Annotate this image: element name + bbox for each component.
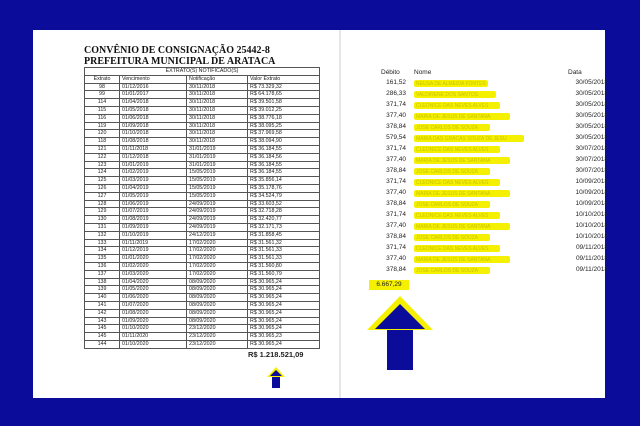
table-row (85, 286, 320, 294)
debit-row (368, 199, 608, 210)
cell-value: R$ 38.095,25 (248, 122, 320, 130)
cell-extract: 134 (85, 247, 120, 255)
cell-notification: 30/11/2018 (187, 114, 248, 122)
header-name: Nome (414, 69, 432, 76)
table-row (85, 192, 320, 200)
cell-due-date: 01/02/2020 (120, 262, 187, 270)
redacted-name-text: MARIA DAS GRACAS SOUZA DE JESU (416, 136, 507, 142)
cell-extract: 143 (85, 317, 120, 325)
cell-extract: 144 (85, 340, 120, 348)
cell-value: R$ 64.178,65 (248, 91, 320, 99)
table-row (85, 262, 320, 270)
redacted-name-text: CLEONICE DAS NEVES ALVES (416, 213, 489, 219)
cell-extract: 133 (85, 239, 120, 247)
cell-extract: 121 (85, 145, 120, 153)
cell-value: R$ 30.965,24 (248, 286, 320, 294)
debit-date: 30/05/2018 (575, 123, 608, 130)
cell-notification: 31/01/2019 (187, 145, 248, 153)
cell-value: R$ 30.965,24 (248, 325, 320, 333)
debit-row (368, 210, 608, 221)
cell-due-date: 01/05/2020 (120, 286, 187, 294)
redacted-name-text: MARIA DE JESUS DE SANTANA (416, 257, 491, 263)
small-up-arrow-icon (266, 366, 286, 388)
cell-extract: 120 (85, 130, 120, 138)
table-row (85, 177, 320, 185)
cell-value: R$ 30.965,24 (248, 278, 320, 286)
cell-notification: 30/11/2018 (187, 91, 248, 99)
debit-row (368, 111, 608, 122)
cell-notification: 15/05/2019 (187, 169, 248, 177)
debit-value: 371,74 (386, 178, 406, 185)
cell-extract: 125 (85, 177, 120, 185)
debit-row (368, 232, 608, 243)
cell-due-date: 01/02/2019 (120, 169, 187, 177)
redacted-name (414, 168, 490, 175)
extracts-table-body (85, 83, 320, 348)
table-row (85, 340, 320, 348)
debit-date: 30/05/2018 (575, 112, 608, 119)
redacted-name-text: CLEONICE DAS NEVES ALVES (416, 147, 489, 153)
debit-date: 10/09/2018 (575, 178, 608, 185)
cell-notification: 15/05/2019 (187, 177, 248, 185)
debit-row (368, 243, 608, 254)
cell-value: R$ 31.561,33 (248, 247, 320, 255)
table-row (85, 169, 320, 177)
redacted-name-text: MARIA DE JESUS DE SANTANA (416, 114, 491, 120)
table-row (85, 83, 320, 91)
cell-extract: 114 (85, 99, 120, 107)
cell-extract: 118 (85, 138, 120, 146)
cell-notification: 17/02/2020 (187, 239, 248, 247)
cell-extract: 98 (85, 83, 120, 91)
cell-due-date: 01/10/2018 (120, 130, 187, 138)
redacted-name-text: CLEONICE DAS NEVES ALVES (416, 180, 489, 186)
cell-notification: 08/09/2020 (187, 301, 248, 309)
debit-value: 161,52 (386, 79, 406, 86)
debit-date: 10/10/2018 (575, 211, 608, 218)
cell-notification: 15/05/2019 (187, 184, 248, 192)
debit-value: 377,40 (386, 189, 406, 196)
cell-extract: 116 (85, 114, 120, 122)
debit-value: 377,40 (386, 222, 406, 229)
cell-notification: 08/09/2020 (187, 286, 248, 294)
page-fold (339, 30, 341, 398)
table-row (85, 255, 320, 263)
cell-extract: 123 (85, 161, 120, 169)
debit-date: 09/11/2018 (575, 244, 608, 251)
cell-notification: 24/09/2019 (187, 223, 248, 231)
cell-due-date: 01/09/2019 (120, 223, 187, 231)
table-row (85, 270, 320, 278)
debit-date: 30/05/2018 (575, 79, 608, 86)
table-row (85, 223, 320, 231)
cell-value: R$ 34.524,79 (248, 192, 320, 200)
cell-notification: 24/09/2019 (187, 200, 248, 208)
cell-value: R$ 32.718,28 (248, 208, 320, 216)
redacted-name-text: CLEONICE DAS NEVES ALVES (416, 246, 489, 252)
cell-notification: 17/02/2020 (187, 255, 248, 263)
redacted-name (414, 80, 488, 87)
cell-value: R$ 30.965,24 (248, 340, 320, 348)
debit-value: 377,40 (386, 156, 406, 163)
cell-notification: 08/09/2020 (187, 278, 248, 286)
cell-due-date: 01/06/2019 (120, 200, 187, 208)
debit-date: 30/05/2018 (575, 90, 608, 97)
redacted-name-text: JOSE CARLOS DE SOUZA (416, 202, 478, 208)
cell-extract: 145 (85, 325, 120, 333)
cell-value: R$ 35.856,14 (248, 177, 320, 185)
redacted-name-text: MARIA DE JESUS DE SANTANA (416, 158, 491, 164)
cell-extract: 138 (85, 278, 120, 286)
debit-date: 10/10/2018 (575, 233, 608, 240)
cell-value: R$ 35.178,76 (248, 184, 320, 192)
cell-extract: 122 (85, 153, 120, 161)
cell-due-date: 01/05/2018 (120, 106, 187, 114)
redacted-name (414, 223, 510, 230)
cell-due-date: 01/12/2016 (120, 83, 187, 91)
cell-value: R$ 30.965,24 (248, 294, 320, 302)
cell-due-date: 01/07/2019 (120, 208, 187, 216)
debit-value: 286,33 (386, 90, 406, 97)
cell-notification: 23/12/2020 (187, 333, 248, 341)
redacted-name (414, 124, 490, 131)
table-row (85, 153, 320, 161)
col-header-notification: Notificação (187, 75, 248, 83)
extracts-table (84, 67, 320, 349)
header-date: Data (568, 69, 582, 76)
cell-due-date: 01/08/2019 (120, 216, 187, 224)
table-row (85, 309, 320, 317)
cell-extract: 140 (85, 294, 120, 302)
debit-value: 377,40 (386, 255, 406, 262)
cell-due-date: 01/04/2018 (120, 99, 187, 107)
cell-extract: 145 (85, 333, 120, 341)
debit-row (368, 89, 608, 100)
cell-extract: 130 (85, 216, 120, 224)
cell-extract: 136 (85, 262, 120, 270)
debit-row (368, 144, 608, 155)
cell-notification: 31/01/2019 (187, 153, 248, 161)
redacted-name-text: JOSE CARLOS DE SOUZA (416, 268, 478, 274)
redacted-name-text: VALDIRENE DOS SANTOS (416, 92, 479, 98)
debit-value: 378,84 (386, 200, 406, 207)
table-row (85, 333, 320, 341)
debit-row (368, 166, 608, 177)
debit-value: 371,74 (386, 211, 406, 218)
debit-value: 378,84 (386, 233, 406, 240)
cell-value: R$ 30.965,23 (248, 333, 320, 341)
debit-date: 10/09/2018 (575, 189, 608, 196)
debit-value: 378,84 (386, 167, 406, 174)
debit-date: 30/05/2018 (575, 101, 608, 108)
debit-date: 30/07/2018 (575, 156, 608, 163)
cell-due-date: 01/10/2020 (120, 340, 187, 348)
cell-extract: 126 (85, 184, 120, 192)
title-line-2: PREFEITURA MUNICIPAL DE ARATACA (84, 56, 276, 67)
debit-row (368, 122, 608, 133)
cell-notification: 24/09/2019 (187, 216, 248, 224)
cell-value: R$ 31.561,32 (248, 239, 320, 247)
redacted-name-text: NEUSA DE ALMEIDA FONTES (416, 81, 486, 87)
table-caption: EXTRATO(S) NOTIFICADO(S) (85, 68, 320, 76)
cell-value: R$ 32.420,77 (248, 216, 320, 224)
cell-notification: 08/09/2020 (187, 309, 248, 317)
cell-value: R$ 36.184,55 (248, 169, 320, 177)
table-row (85, 122, 320, 130)
table-row (85, 294, 320, 302)
cell-due-date: 01/03/2019 (120, 177, 187, 185)
cell-value: R$ 33.603,52 (248, 200, 320, 208)
redacted-name (414, 267, 490, 274)
redacted-name (414, 113, 510, 120)
table-row (85, 114, 320, 122)
cell-notification: 30/11/2018 (187, 99, 248, 107)
cell-notification: 30/11/2018 (187, 138, 248, 146)
table-row (85, 247, 320, 255)
cell-value: R$ 39.501,58 (248, 99, 320, 107)
table-row (85, 106, 320, 114)
debit-date: 30/07/2018 (575, 167, 608, 174)
cell-due-date: 01/12/2019 (120, 247, 187, 255)
cell-value: R$ 37.969,58 (248, 130, 320, 138)
table-row (85, 325, 320, 333)
redacted-name (414, 179, 500, 186)
cell-extract: 128 (85, 200, 120, 208)
cell-due-date: 01/07/2020 (120, 301, 187, 309)
redacted-name-text: JOSE CARLOS DE SOUZA (416, 169, 478, 175)
cell-value: R$ 30.965,24 (248, 301, 320, 309)
table-row (85, 278, 320, 286)
redacted-name-text: JOSE CARLOS DE SOUZA (416, 235, 478, 241)
col-header-value: Valor Extrato (248, 75, 320, 83)
cell-extract: 139 (85, 286, 120, 294)
debit-value: 377,40 (386, 112, 406, 119)
debit-row (368, 265, 608, 276)
redacted-name-text: CLEONICE DAS NEVES ALVES (416, 103, 489, 109)
cell-due-date: 01/01/2017 (120, 91, 187, 99)
cell-notification: 30/11/2018 (187, 106, 248, 114)
redacted-name (414, 190, 510, 197)
cell-value: R$ 32.171,73 (248, 223, 320, 231)
table-row (85, 231, 320, 239)
table-row (85, 184, 320, 192)
cell-due-date: 01/05/2019 (120, 192, 187, 200)
debit-row (368, 100, 608, 111)
table-row (85, 130, 320, 138)
title-line-1: CONVÊNIO DE CONSIGNAÇÃO 25442-8 (84, 45, 270, 56)
cell-notification: 24/09/2019 (187, 208, 248, 216)
cell-due-date: 01/11/2018 (120, 145, 187, 153)
table-row (85, 208, 320, 216)
cell-notification: 23/12/2020 (187, 340, 248, 348)
cell-due-date: 01/04/2019 (120, 184, 187, 192)
cell-due-date: 01/08/2020 (120, 309, 187, 317)
cell-value: R$ 39.012,25 (248, 106, 320, 114)
cell-value: R$ 31.560,80 (248, 262, 320, 270)
cell-notification: 24/12/2019 (187, 231, 248, 239)
cell-value: R$ 36.184,55 (248, 161, 320, 169)
table-row (85, 301, 320, 309)
cell-notification: 08/09/2020 (187, 294, 248, 302)
debit-value: 371,74 (386, 101, 406, 108)
document-title (84, 45, 275, 67)
cell-due-date: 01/01/2019 (120, 161, 187, 169)
redacted-name (414, 256, 510, 263)
cell-value: R$ 38.094,90 (248, 138, 320, 146)
cell-notification: 30/11/2018 (187, 122, 248, 130)
debit-row (368, 221, 608, 232)
cell-notification: 17/02/2020 (187, 247, 248, 255)
cell-extract: 129 (85, 208, 120, 216)
cell-value: R$ 30.965,24 (248, 317, 320, 325)
table-row (85, 317, 320, 325)
debit-row (368, 188, 608, 199)
debit-date: 09/11/2018 (575, 266, 608, 273)
cell-notification: 15/05/2019 (187, 192, 248, 200)
debits-total: 6.667,29 (369, 280, 409, 290)
cell-due-date: 01/10/2019 (120, 231, 187, 239)
debit-row (368, 133, 608, 144)
cell-value: R$ 73.329,32 (248, 83, 320, 91)
debit-date: 10/10/2018 (575, 222, 608, 229)
header-debit: Débito (381, 69, 400, 76)
cell-due-date: 01/11/2020 (120, 333, 187, 341)
cell-extract: 131 (85, 223, 120, 231)
cell-extract: 135 (85, 255, 120, 263)
cell-due-date: 01/12/2018 (120, 153, 187, 161)
debit-row (368, 155, 608, 166)
cell-due-date: 01/01/2020 (120, 255, 187, 263)
redacted-name (414, 146, 500, 153)
debit-value: 378,84 (386, 266, 406, 273)
debit-date: 10/09/2018 (575, 200, 608, 207)
cell-extract: 137 (85, 270, 120, 278)
cell-value: R$ 36.184,56 (248, 153, 320, 161)
redacted-name-text: JOSE CARLOS DE SOUZA (416, 125, 478, 131)
table-row (85, 145, 320, 153)
redacted-name-text: MARIA DE JESUS DE SANTANA (416, 224, 491, 230)
cell-extract: 124 (85, 169, 120, 177)
redacted-name (414, 91, 496, 98)
debit-date: 09/11/2018 (575, 255, 608, 262)
table-row (85, 239, 320, 247)
cell-value: R$ 36.184,55 (248, 145, 320, 153)
cell-extract: 119 (85, 122, 120, 130)
cell-value: R$ 31.561,33 (248, 255, 320, 263)
cell-notification: 17/02/2020 (187, 262, 248, 270)
cell-notification: 17/02/2020 (187, 270, 248, 278)
cell-extract: 99 (85, 91, 120, 99)
cell-due-date: 01/09/2018 (120, 122, 187, 130)
cell-due-date: 01/10/2020 (120, 325, 187, 333)
cell-extract: 127 (85, 192, 120, 200)
cell-value: R$ 31.560,79 (248, 270, 320, 278)
redacted-name (414, 135, 524, 142)
col-header-extract: Extrato (85, 75, 120, 83)
debit-row (368, 254, 608, 265)
redacted-name (414, 157, 510, 164)
cell-due-date: 01/08/2018 (120, 138, 187, 146)
redacted-name (414, 234, 490, 241)
cell-extract: 142 (85, 309, 120, 317)
redacted-name (414, 102, 500, 109)
cell-extract: 115 (85, 106, 120, 114)
extracts-total: R$ 1.218.521,09 (248, 350, 304, 359)
table-row (85, 200, 320, 208)
cell-extract: 132 (85, 231, 120, 239)
cell-notification: 30/11/2018 (187, 130, 248, 138)
table-row (85, 216, 320, 224)
cell-due-date: 01/11/2019 (120, 239, 187, 247)
cell-due-date: 01/06/2018 (120, 114, 187, 122)
cell-due-date: 01/09/2020 (120, 317, 187, 325)
debit-date: 30/05/2018 (575, 134, 608, 141)
col-header-due-date: Vencimento (120, 75, 187, 83)
redacted-name (414, 245, 500, 252)
debit-value: 378,84 (386, 123, 406, 130)
cell-notification: 23/12/2020 (187, 325, 248, 333)
redacted-name (414, 212, 500, 219)
debit-value: 371,74 (386, 145, 406, 152)
cell-notification: 31/01/2019 (187, 161, 248, 169)
debit-value: 579,54 (386, 134, 406, 141)
debit-date: 30/07/2018 (575, 145, 608, 152)
cell-due-date: 01/03/2020 (120, 270, 187, 278)
table-row (85, 91, 320, 99)
table-row (85, 138, 320, 146)
cell-due-date: 01/04/2020 (120, 278, 187, 286)
redacted-name (414, 201, 490, 208)
redacted-name-text: MARIA DE JESUS DE SANTANA (416, 191, 491, 197)
cell-due-date: 01/06/2020 (120, 294, 187, 302)
cell-notification: 08/09/2020 (187, 317, 248, 325)
table-row (85, 99, 320, 107)
cell-value: R$ 38.776,18 (248, 114, 320, 122)
cell-value: R$ 30.965,24 (248, 309, 320, 317)
cell-notification: 30/11/2018 (187, 83, 248, 91)
debit-row (368, 78, 608, 89)
cell-value: R$ 31.858,45 (248, 231, 320, 239)
cell-extract: 141 (85, 301, 120, 309)
debit-value: 371,74 (386, 244, 406, 251)
large-up-arrow-icon (365, 294, 435, 370)
table-row (85, 161, 320, 169)
debit-row (368, 177, 608, 188)
